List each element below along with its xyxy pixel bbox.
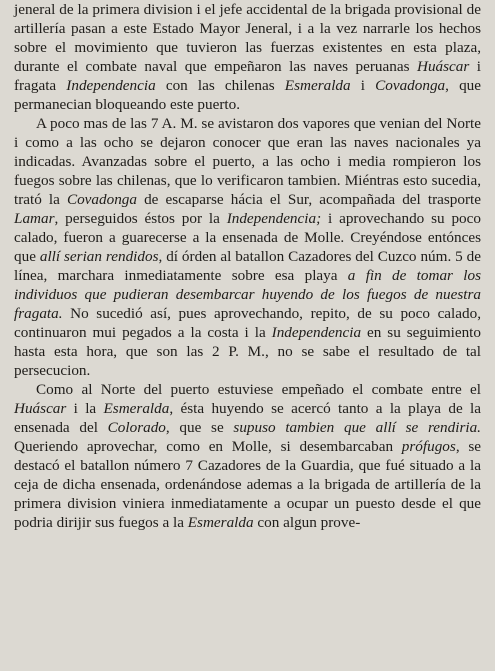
italic-text: Colorado — [107, 419, 166, 436]
body-text: i la — [66, 400, 104, 417]
italic-text: Esmeralda — [187, 514, 254, 531]
italic-text: Covadonga — [375, 77, 446, 94]
italic-text: Esmeralda — [103, 400, 170, 417]
body-text: de escaparse hácia el Sur, acompañada del trasporte — [136, 191, 481, 208]
body-text: Como al Norte del puerto estuviese empeñado el combate entre el — [36, 381, 481, 398]
italic-text: Independencia; — [226, 210, 322, 227]
body-text: i fragata — [14, 58, 481, 94]
document-body — [14, 0, 481, 532]
italic-text: Huáscar — [416, 58, 470, 75]
italic-text: supuso tambien que allí se rendiria. — [233, 419, 481, 436]
body-text: No sucedió así, pues aprovechando, repito, de su poco calado, continuaron mui pegados a la costa i la — [14, 305, 481, 341]
body-text: en su seguimiento hasta esta hora, que son las 2 P. M., no se sabe el resultado de tal persecucion. — [14, 324, 481, 379]
body-text: con las chilenas — [155, 77, 285, 94]
paragraph — [14, 114, 481, 380]
body-text: Queriendo aprovechar, como en Molle, si desembarcaban — [14, 438, 402, 455]
body-text: , que se — [165, 419, 234, 436]
body-text: , se destacó el batallon número 7 Cazadores de la Guardia, que fué situado a la ceja de dicha ensenada, ordenándose ademas a la brigada de artillería de la primera division viniera inmediatamente a ocupar un puesto desde el que podria dirijir sus fuegos a la — [14, 438, 481, 531]
body-text: A poco mas de las 7 A. M. se avistaron dos vapores que venian del Norte i como a las ocho se dejaron conocer que eran las naves nacionales ya indicadas. Avanzadas sobre el puerto, a las ocho i media rompieron los fuegos sobre las chilenas, que lo verificaron tambien. Miéntras esto sucedia, trató la — [14, 115, 481, 208]
italic-text: Huáscar — [14, 400, 67, 417]
italic-text: a fin de tomar los individuos que pudieran desembarcar huyendo de los fuegos de nuestra fragata. — [14, 267, 481, 322]
body-text: con algun prove- — [253, 514, 361, 531]
body-text: jeneral de la primera division i el jefe accidental de la brigada provisional de artillería pasan a este Estado Mayor Jeneral, i a la vez narrarle los hechos sobre el movimiento que tuvieron las fuerzas existentes en esta plaza, durante el combate naval que empeñaron las naves peruanas — [14, 1, 481, 75]
italic-text: Esmeralda — [284, 77, 351, 94]
italic-text: Independencia — [66, 77, 156, 94]
body-text: , ésta huyendo se acercó tanto a la playa de la ensenada del — [14, 400, 482, 436]
paragraph — [14, 380, 481, 532]
italic-text: Independencia — [271, 324, 362, 341]
body-text: , perseguidos éstos por la — [54, 210, 227, 227]
body-text: i — [350, 77, 376, 94]
italic-text: Lamar — [14, 210, 55, 227]
body-text: , que permanecian bloqueando este puerto. — [14, 77, 481, 113]
italic-text: prófugos — [401, 438, 456, 455]
paragraph — [14, 0, 481, 114]
body-text: i aprovechando su poco calado, fueron a guarecerse a la ensenada de Molle. Creyéndose entónces que — [14, 210, 481, 265]
italic-text: Covadonga — [66, 191, 137, 208]
body-text: , dí órden al batallon Cazadores del Cuzco núm. 5 de línea, marchara inmediatamente sobre esa playa — [14, 248, 481, 284]
italic-text: allí serian rendidos — [39, 248, 159, 265]
